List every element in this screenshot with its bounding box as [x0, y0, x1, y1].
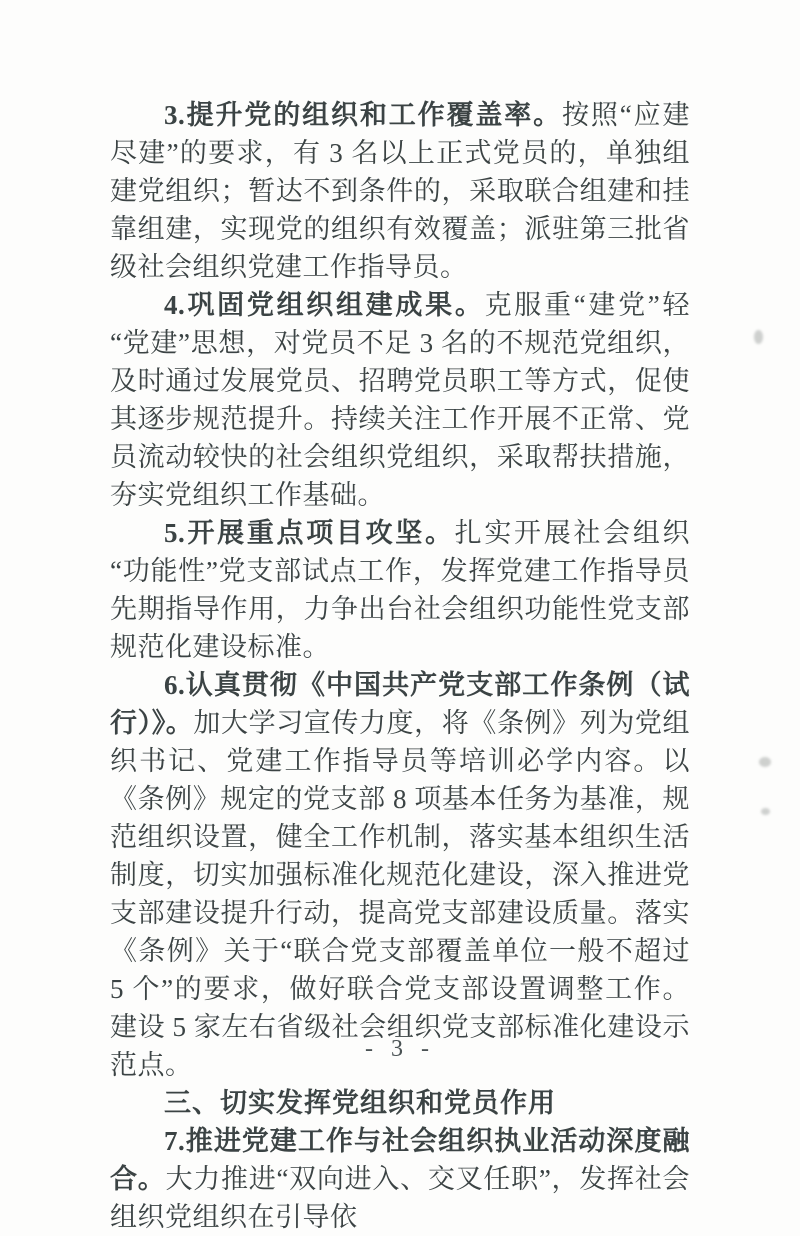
paragraph-5-lead: 5.开展重点项目攻坚。 — [164, 518, 455, 548]
scan-smudge — [759, 757, 771, 767]
scan-smudge — [754, 330, 763, 344]
page-number: - 3 - — [365, 1036, 435, 1062]
paragraph-7-text: 大力推进“双向进入、交叉任职”，发挥社会组织党组织在引导依 — [110, 1164, 691, 1232]
paragraph-7-lead: 7.推进党建工作与社会组织执业活动深度融合。 — [110, 1126, 690, 1194]
paragraph-item-7 — [110, 1122, 690, 1236]
document-body — [110, 96, 690, 1236]
paragraph-item-4 — [110, 286, 690, 514]
paragraph-5-text: 扎实开展社会组织“功能性”党支部试点工作，发挥党建工作指导员先期指导作用，力争出台社会组织功能性党支部规范化建设标准。 — [110, 518, 691, 662]
paragraph-item-5 — [110, 514, 690, 666]
scan-smudge — [761, 808, 770, 815]
paragraph-4-lead: 4.巩固党组织组建成果。 — [164, 290, 485, 320]
paragraph-3-text: 按照“应建尽建”的要求，有 3 名以上正式党员的，单独组建党组织；暂达不到条件的，采取联合组建和挂靠组建，实现党的组织有效覆盖；派驻第三批省级社会组织党建工作指导员。 — [110, 100, 691, 282]
paragraph-item-6 — [110, 666, 690, 1084]
section-heading: 三、切实发挥党组织和党员作用 — [164, 1088, 556, 1118]
paragraph-6-lead: 6.认真贯彻《中国共产党支部工作条例（试行）》。 — [110, 670, 690, 738]
paragraph-item-3 — [110, 96, 690, 286]
paragraph-3-lead: 3.提升党的组织和工作覆盖率。 — [164, 100, 563, 130]
paragraph-4-text: 克服重“建党”轻“党建”思想，对党员不足 3 名的不规范党组织，及时通过发展党员、招聘党员职工等方式，促使其逐步规范提升。持续关注工作开展不正常、党员流动较快的社会组织党组织，采取帮扶措施，夯实党组织工作基础。 — [110, 290, 691, 510]
paragraph-6-text: 加大学习宣传力度，将《条例》列为党组织书记、党建工作指导员等培训必学内容。以《条例》规定的党支部 8 项基本任务为基准，规范组织设置，健全工作机制，落实基本组织生活制度，切实加强标准化规范化建设，深入推进党支部建设提升行动，提高党支部建设质量。落实《条例》关于“联合党支部覆盖单位一般不超过 5 个”的要求，做好联合党支部设置调整工作。建设 5 家左右省级社会组织党支部标准化建设示范点。 — [110, 708, 691, 1080]
